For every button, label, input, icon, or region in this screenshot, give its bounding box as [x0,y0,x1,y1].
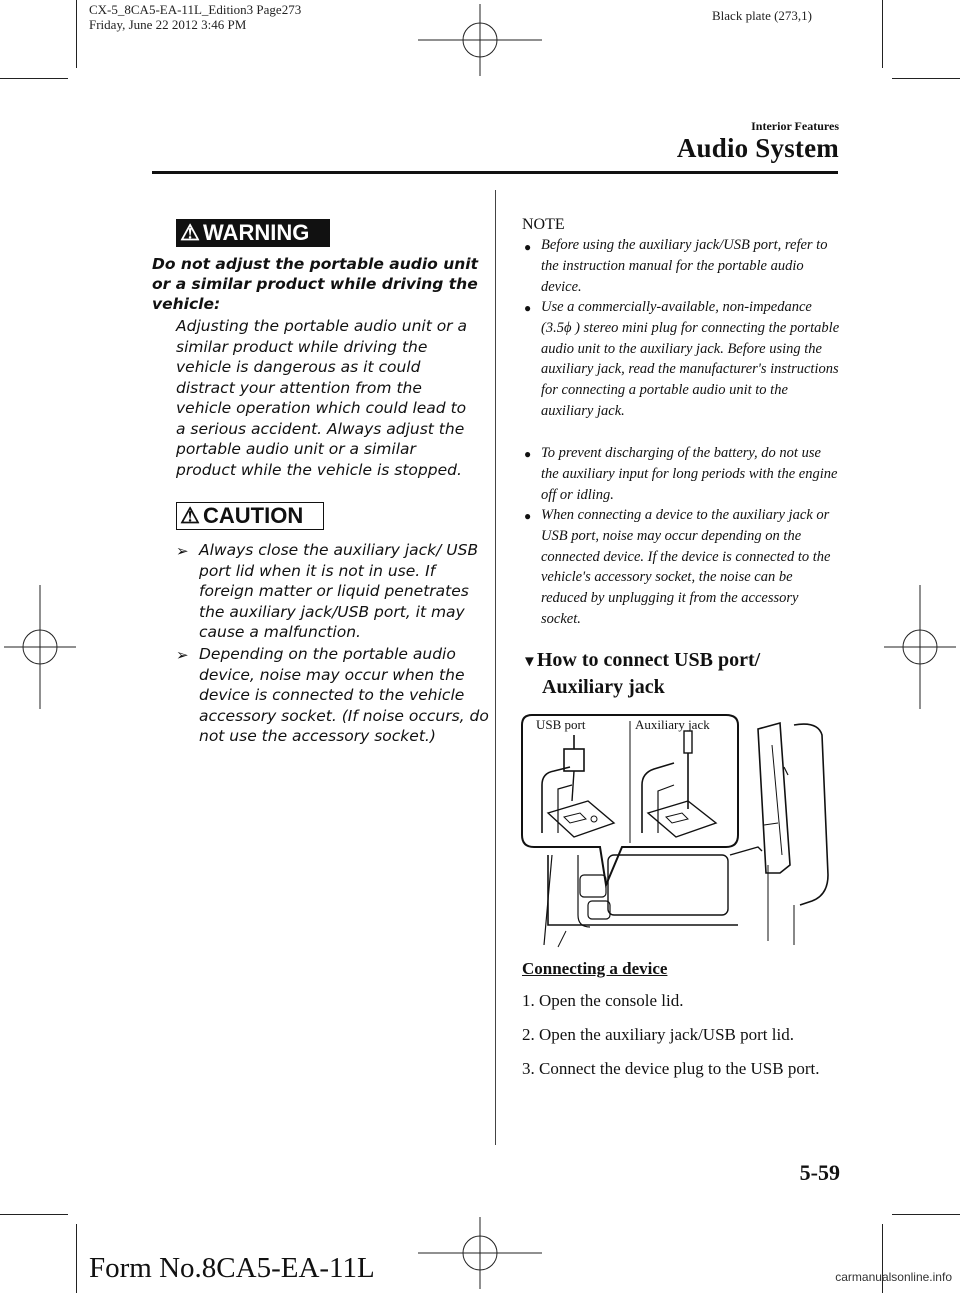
caution-label: CAUTION [203,503,304,528]
warning-badge [176,219,330,247]
heading-line1: How to connect USB port/ [536,649,761,671]
page-number: 5-59 [799,1160,840,1185]
section-label: Interior Features [751,119,839,133]
note-bullet-icon: ● [524,301,532,315]
step-item: 1. Open the console lid. [522,991,684,1010]
note-item: Before using the auxiliary jack/USB port, refer to the instruction manual for the portable audio device. [541,237,828,295]
file-line: CX-5_8CA5-EA-11L_Edition3 Page273 [89,2,302,17]
heading-line2: Auxiliary jack [542,676,665,698]
note-bullet-icon: ● [524,509,532,523]
usb-port-label: USB port [536,717,586,732]
note-bullet-icon: ● [524,447,532,461]
section-heading [522,648,760,700]
watermark: carmanualsonline.info [835,1270,952,1284]
note-bullet-icon: ● [524,240,532,254]
note-item: Use a commercially-available, non-impedance (3.5ϕ ) stereo mini plug for connecting the portable audio unit to the auxiliary jack. Before using the auxiliary jack, read the manufacturer's instructions for connecting a portable audio unit to the auxiliary jack. [541,299,840,419]
note-item: To prevent discharging of the battery, do not use the auxiliary input for long periods with the engine off or idling. [541,445,838,503]
header-rule [152,171,838,174]
connecting-subheading: Connecting a device [522,959,668,978]
step-item: 3. Connect the device plug to the USB port. [522,1059,820,1078]
page-title: Audio System [676,133,839,163]
aux-jack-label: Auxiliary jack [635,717,710,732]
caution-item: Depending on the portable audio device, noise may occur when the device is connected to the vehicle accessory socket. (If noise occurs, do not use the accessory socket.) [199,645,489,745]
note-item: When connecting a device to the auxiliary jack or USB port, noise may occur depending on the connected device. If the device is connected to the vehicle's accessory socket, the noise can be reduced by unplugging it from the accessory socket. [541,507,831,627]
warning-heading: Do not adjust the portable audio unit or a similar product while driving the vehicle: [152,255,478,313]
warning-label: WARNING [203,220,310,245]
warning-icon: ⚠ [180,220,200,245]
heading-marker-icon: ▼ [522,654,537,670]
form-number: Form No.8CA5-EA-11L [89,1252,375,1284]
caution-bullet-icon: ➢ [176,646,189,664]
warning-body: Adjusting the portable audio unit or a similar product while driving the vehicle is dangerous as it could distract your attention from the vehicle operation which could lead to a serious accident. Always adjust the portable audio unit or a similar product while the vehicle is stopped. [176,317,467,479]
file-info [89,2,301,32]
step-item: 2. Open the auxiliary jack/USB port lid. [522,1025,794,1044]
column-divider [495,190,496,1145]
plate-info: Black plate (273,1) [712,8,812,23]
console-illustration [518,705,843,950]
caution-item: Always close the auxiliary jack/ USB port lid when it is not in use. If foreign matter or liquid penetrates the auxiliary jack/USB port, it may cause a malfunction. [199,541,479,641]
caution-badge [176,502,324,530]
caution-bullet-icon: ➢ [176,542,189,560]
note-title: NOTE [522,216,565,233]
date-line: Friday, June 22 2012 3:46 PM [89,17,247,32]
caution-icon: ⚠ [180,503,200,528]
